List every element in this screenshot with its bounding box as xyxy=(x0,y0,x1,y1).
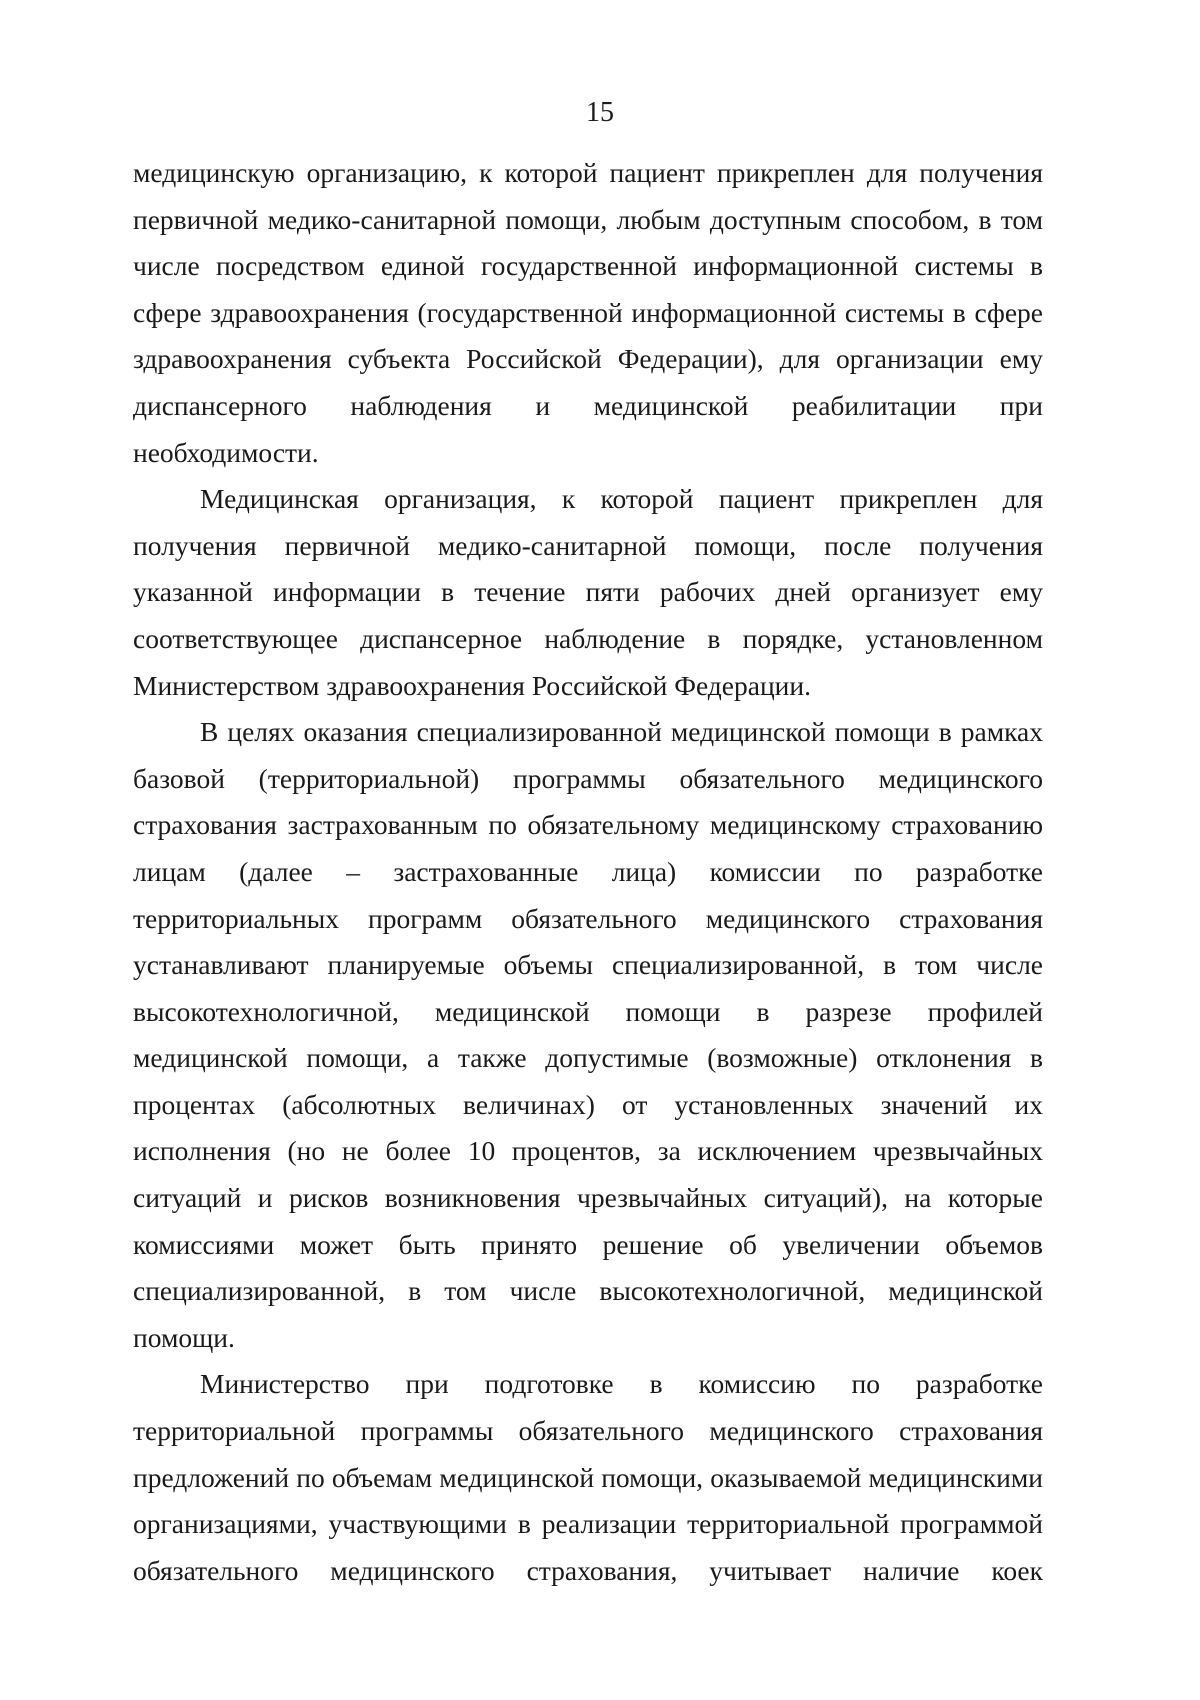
paragraph-continuation: медицинскую организацию, к которой пациент прикреплен для получения первичной медико-санитарной помощи, любым доступным способом, в том числе посредством единой государственной информационной системы в сфере здравоохранения (государственной информационной системы в сфере здравоохранения субъекта Российской Федерации), для организации ему диспансерного наблюдения и медицинской реабилитации при необходимости. xyxy=(133,157,1043,468)
paragraph-medical-organization: Медицинская организация, к которой пациент прикреплен для получения первичной медико-санитарной помощи, после получения указанной информации в течение пяти рабочих дней организует ему соответствующее диспансерное наблюдение в порядке, установленном Министерством здравоохранения Российской Федерации. xyxy=(133,483,1043,701)
page-number: 15 xyxy=(586,97,614,128)
paragraph-ministry: Министерство при подготовке в комиссию по разработке территориальной программы обязательного медицинского страхования предложений по объемам медицинской помощи, оказываемой медицинскими организациями, участвующими в реализации территориальной программой обязательного медицинского страхования, учитывает наличие коек xyxy=(133,1368,1043,1586)
document-body xyxy=(133,150,1043,1594)
paragraph-specialized-care: В целях оказания специализированной медицинской помощи в рамках базовой (территориальной) программы обязательного медицинского страхования застрахованным по обязательному медицинскому страхованию лицам (далее – застрахованные лица) комиссии по разработке территориальных программ обязательного медицинского страхования устанавливают планируемые объемы специализированной, в том числе высокотехнологичной, медицинской помощи в разрезе профилей медицинской помощи, а также допустимые (возможные) отклонения в процентах (абсолютных величинах) от установленных значений их исполнения (но не более 10 процентов, за исключением чрезвычайных ситуаций и рисков возникновения чрезвычайных ситуаций), на которые комиссиями может быть принято решение об увеличении объемов специализированной, в том числе высокотехнологичной, медицинской помощи. xyxy=(133,716,1043,1353)
